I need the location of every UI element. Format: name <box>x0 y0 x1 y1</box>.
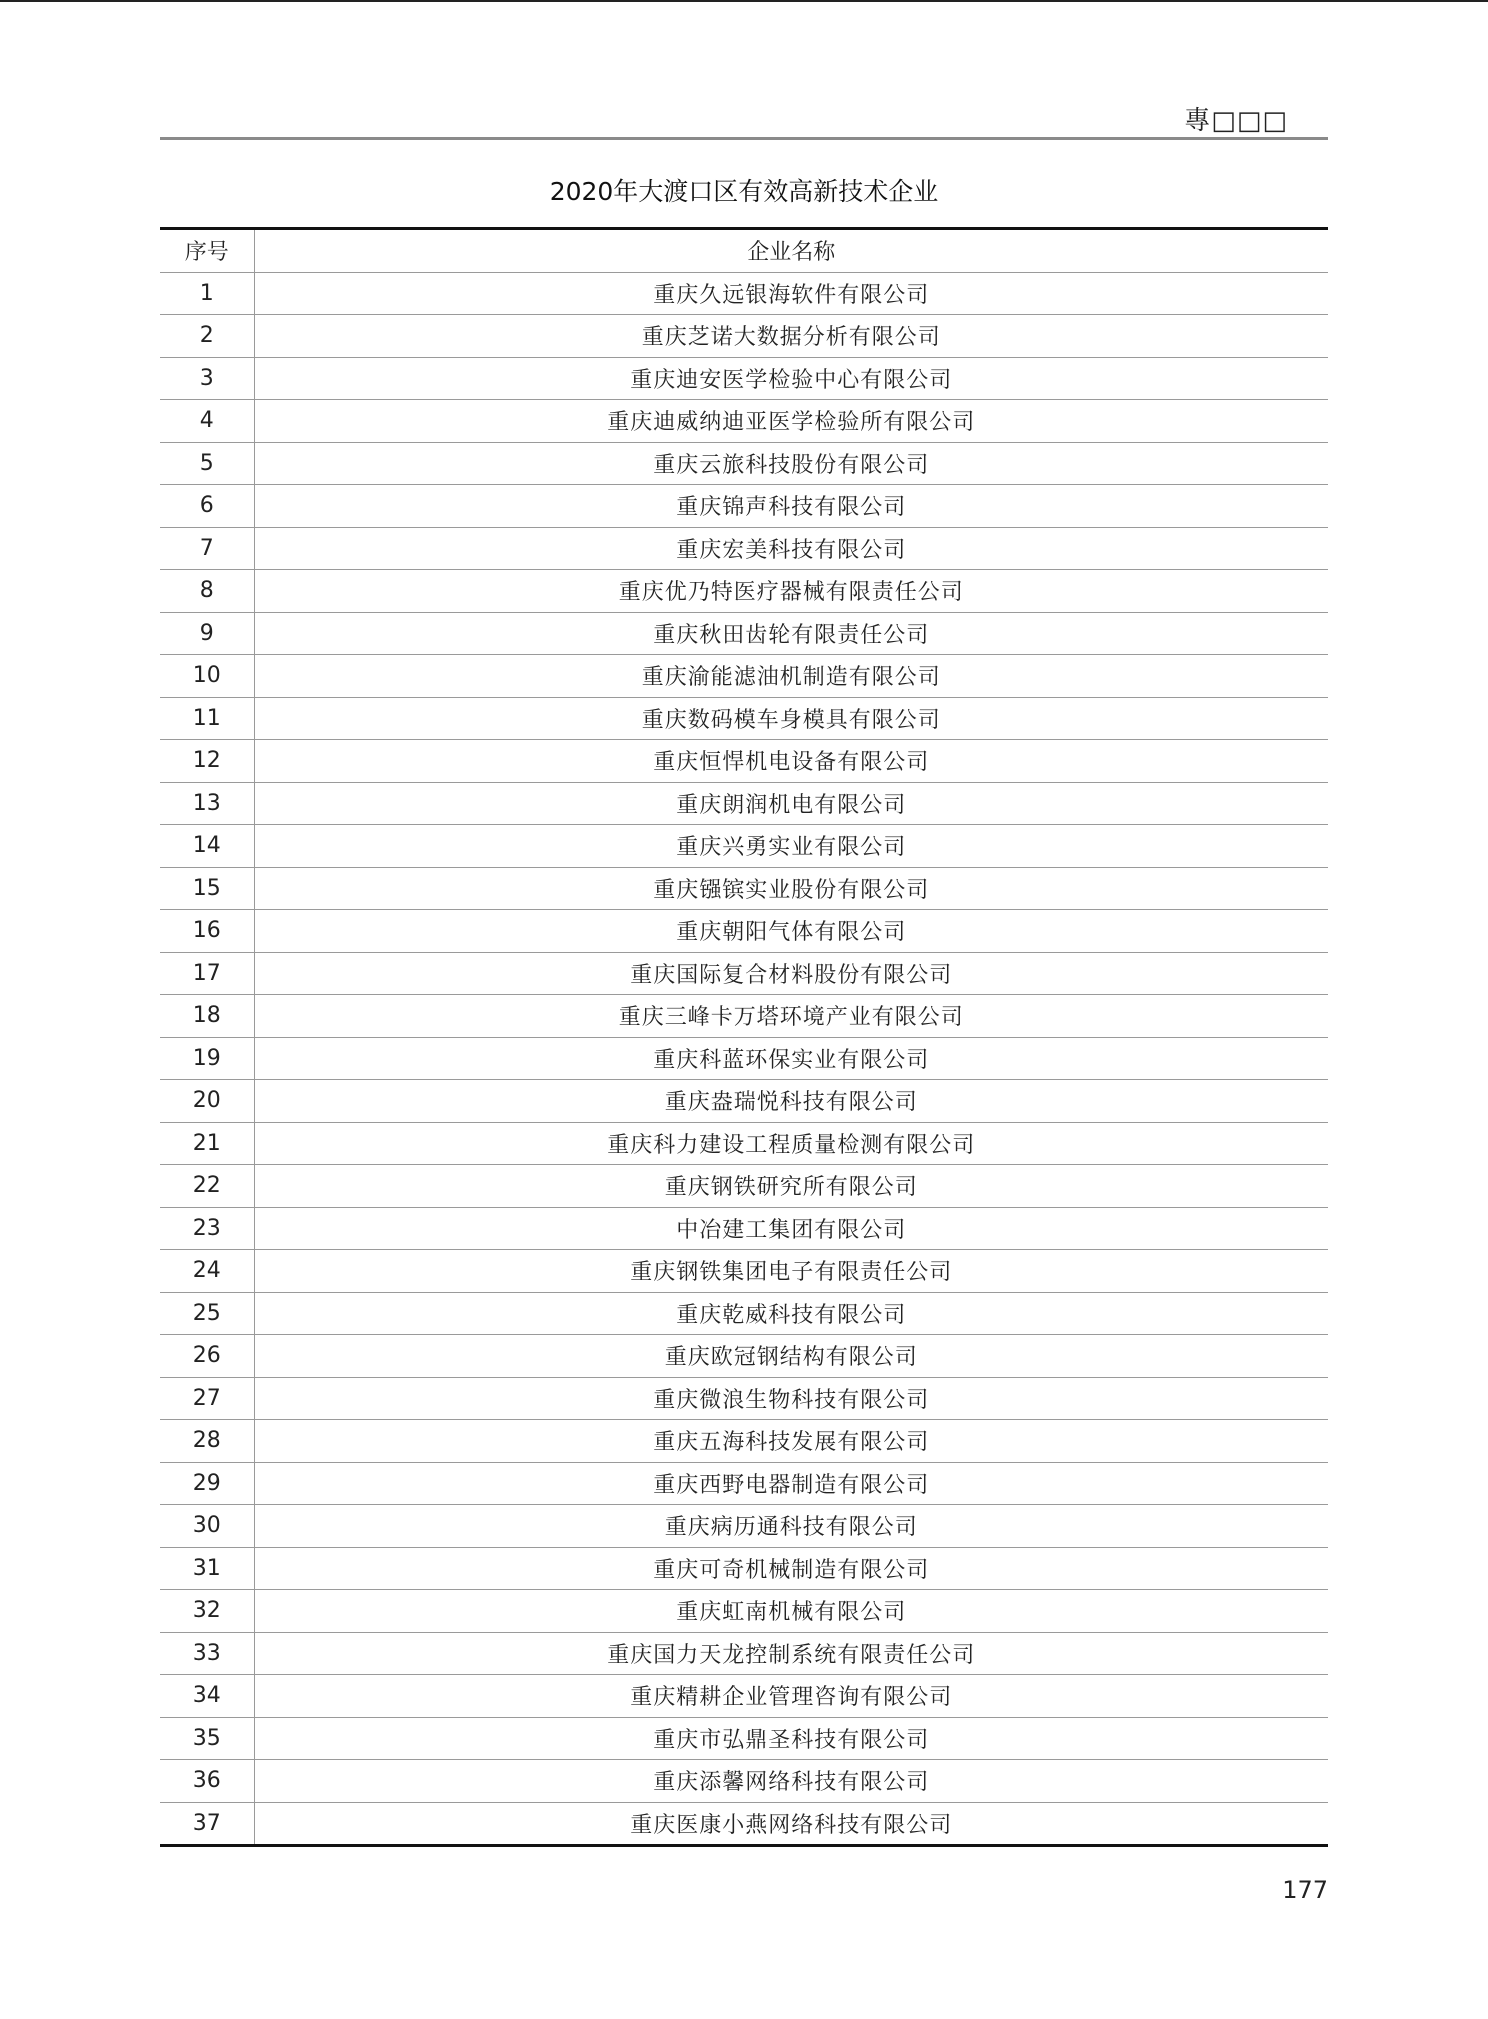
row-number: 17 <box>160 952 254 995</box>
row-number: 28 <box>160 1420 254 1463</box>
row-number: 3 <box>160 357 254 400</box>
table-row <box>160 612 1328 655</box>
table-row <box>160 485 1328 528</box>
row-number: 20 <box>160 1080 254 1123</box>
company-name: 重庆微浪生物科技有限公司 <box>254 1377 1328 1420</box>
row-number: 25 <box>160 1292 254 1335</box>
company-name: 重庆可奇机械制造有限公司 <box>254 1547 1328 1590</box>
table-row <box>160 1590 1328 1633</box>
header-rule <box>160 137 1328 140</box>
table-row <box>160 1122 1328 1165</box>
table-row <box>160 1420 1328 1463</box>
table-row <box>160 782 1328 825</box>
column-header-name: 企业名称 <box>254 229 1328 273</box>
table-row <box>160 1377 1328 1420</box>
company-name: 重庆钢铁研究所有限公司 <box>254 1165 1328 1208</box>
company-name: 重庆朗润机电有限公司 <box>254 782 1328 825</box>
enterprise-table <box>160 227 1328 1847</box>
table-row <box>160 1802 1328 1846</box>
table-row <box>160 825 1328 868</box>
company-name: 重庆国力天龙控制系统有限责任公司 <box>254 1632 1328 1675</box>
table-row <box>160 357 1328 400</box>
company-name: 重庆盎瑞悦科技有限公司 <box>254 1080 1328 1123</box>
row-number: 32 <box>160 1590 254 1633</box>
row-number: 37 <box>160 1802 254 1846</box>
table-row <box>160 1675 1328 1718</box>
company-name: 重庆精耕企业管理咨询有限公司 <box>254 1675 1328 1718</box>
row-number: 5 <box>160 442 254 485</box>
company-name: 重庆兴勇实业有限公司 <box>254 825 1328 868</box>
table-row <box>160 1292 1328 1335</box>
company-name: 重庆乾威科技有限公司 <box>254 1292 1328 1335</box>
row-number: 27 <box>160 1377 254 1420</box>
company-name: 重庆钢铁集团电子有限责任公司 <box>254 1250 1328 1293</box>
company-name: 中冶建工集团有限公司 <box>254 1207 1328 1250</box>
row-number: 13 <box>160 782 254 825</box>
company-name: 重庆病历通科技有限公司 <box>254 1505 1328 1548</box>
table-row <box>160 995 1328 1038</box>
company-name: 重庆五海科技发展有限公司 <box>254 1420 1328 1463</box>
table-row <box>160 697 1328 740</box>
row-number: 34 <box>160 1675 254 1718</box>
row-number: 15 <box>160 867 254 910</box>
table-row <box>160 272 1328 315</box>
row-number: 16 <box>160 910 254 953</box>
table-row <box>160 1547 1328 1590</box>
company-name: 重庆优乃特医疗器械有限责任公司 <box>254 570 1328 613</box>
company-name: 重庆芝诺大数据分析有限公司 <box>254 315 1328 358</box>
table-row <box>160 1165 1328 1208</box>
row-number: 21 <box>160 1122 254 1165</box>
company-name: 重庆镪镔实业股份有限公司 <box>254 867 1328 910</box>
company-name: 重庆数码模车身模具有限公司 <box>254 697 1328 740</box>
table-row <box>160 1037 1328 1080</box>
row-number: 24 <box>160 1250 254 1293</box>
row-number: 35 <box>160 1717 254 1760</box>
row-number: 36 <box>160 1760 254 1803</box>
company-name: 重庆欧冠钢结构有限公司 <box>254 1335 1328 1378</box>
table-row <box>160 1335 1328 1378</box>
table-row <box>160 442 1328 485</box>
row-number: 33 <box>160 1632 254 1675</box>
document-title: 2020年大渡口区有效高新技术企业 <box>549 177 939 206</box>
row-number: 6 <box>160 485 254 528</box>
company-name: 重庆国际复合材料股份有限公司 <box>254 952 1328 995</box>
company-name: 重庆添馨网络科技有限公司 <box>254 1760 1328 1803</box>
row-number: 9 <box>160 612 254 655</box>
table-row <box>160 1080 1328 1123</box>
table-row <box>160 1717 1328 1760</box>
table-row <box>160 1250 1328 1293</box>
page-number: 177 <box>1282 1876 1328 1904</box>
table-row <box>160 1207 1328 1250</box>
company-name: 重庆云旅科技股份有限公司 <box>254 442 1328 485</box>
company-name: 重庆虹南机械有限公司 <box>254 1590 1328 1633</box>
row-number: 4 <box>160 400 254 443</box>
row-number: 2 <box>160 315 254 358</box>
table-row <box>160 867 1328 910</box>
top-border-rule <box>0 0 1488 2</box>
company-name: 重庆迪安医学检验中心有限公司 <box>254 357 1328 400</box>
row-number: 14 <box>160 825 254 868</box>
row-number: 19 <box>160 1037 254 1080</box>
table-body <box>160 272 1328 1846</box>
row-number: 8 <box>160 570 254 613</box>
company-name: 重庆朝阳气体有限公司 <box>254 910 1328 953</box>
company-name: 重庆恒悍机电设备有限公司 <box>254 740 1328 783</box>
table-header-row <box>160 229 1328 273</box>
row-number: 10 <box>160 655 254 698</box>
row-number: 22 <box>160 1165 254 1208</box>
row-number: 31 <box>160 1547 254 1590</box>
company-name: 重庆宏美科技有限公司 <box>254 527 1328 570</box>
row-number: 18 <box>160 995 254 1038</box>
table-row <box>160 655 1328 698</box>
table-row <box>160 570 1328 613</box>
table-row <box>160 910 1328 953</box>
company-name: 重庆锦声科技有限公司 <box>254 485 1328 528</box>
company-name: 重庆迪威纳迪亚医学检验所有限公司 <box>254 400 1328 443</box>
table-row <box>160 1462 1328 1505</box>
company-name: 重庆三峰卡万塔环境产业有限公司 <box>254 995 1328 1038</box>
table-row <box>160 1760 1328 1803</box>
table-row <box>160 740 1328 783</box>
row-number: 30 <box>160 1505 254 1548</box>
company-name: 重庆科力建设工程质量检测有限公司 <box>254 1122 1328 1165</box>
table-row <box>160 400 1328 443</box>
table-row <box>160 315 1328 358</box>
table-row <box>160 1632 1328 1675</box>
row-number: 7 <box>160 527 254 570</box>
running-head: 專□□□ <box>1184 106 1288 136</box>
row-number: 29 <box>160 1462 254 1505</box>
company-name: 重庆西野电器制造有限公司 <box>254 1462 1328 1505</box>
table-row <box>160 527 1328 570</box>
table-row <box>160 952 1328 995</box>
company-name: 重庆市弘鼎圣科技有限公司 <box>254 1717 1328 1760</box>
company-name: 重庆久远银海软件有限公司 <box>254 272 1328 315</box>
table-row <box>160 1505 1328 1548</box>
company-name: 重庆医康小燕网络科技有限公司 <box>254 1802 1328 1846</box>
company-name: 重庆科蓝环保实业有限公司 <box>254 1037 1328 1080</box>
row-number: 1 <box>160 272 254 315</box>
company-name: 重庆渝能滤油机制造有限公司 <box>254 655 1328 698</box>
row-number: 11 <box>160 697 254 740</box>
company-name: 重庆秋田齿轮有限责任公司 <box>254 612 1328 655</box>
row-number: 12 <box>160 740 254 783</box>
row-number: 23 <box>160 1207 254 1250</box>
column-header-number: 序号 <box>160 229 254 273</box>
row-number: 26 <box>160 1335 254 1378</box>
